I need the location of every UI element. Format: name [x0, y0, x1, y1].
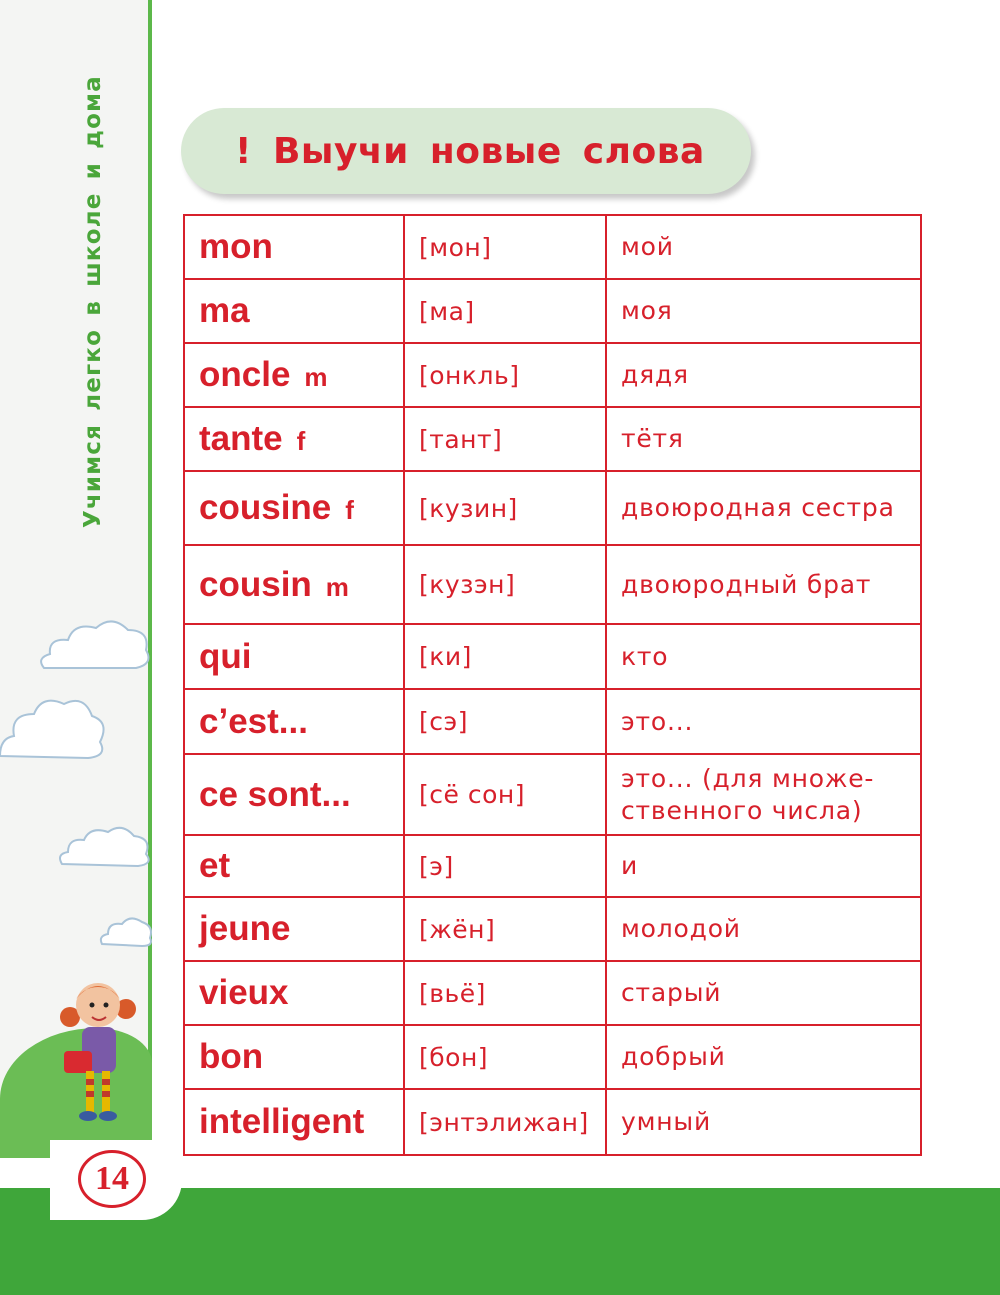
girl-illustration [56, 965, 140, 1125]
transcription-cell: [мон] [404, 215, 606, 279]
french-word-cell [184, 835, 404, 897]
translation-cell: двоюродный брат [606, 545, 921, 624]
cloud-icon [98, 912, 154, 952]
translation-cell: это... [606, 689, 921, 754]
cloud-icon [36, 610, 154, 680]
cloud-icon [56, 818, 154, 874]
table-row [184, 689, 921, 754]
french-word-cell [184, 545, 404, 624]
sidebar-title: Учимся легко в школе и дома [80, 75, 106, 528]
transcription-cell: [сэ] [404, 689, 606, 754]
french-word-cell [184, 343, 404, 407]
translation-cell: это... (для множе-ственного числа) [606, 754, 921, 835]
french-word: jeune [199, 909, 291, 948]
french-word: ma [199, 291, 250, 330]
french-word-cell [184, 1025, 404, 1089]
table-row [184, 215, 921, 279]
french-word: vieux [199, 973, 289, 1012]
french-word-cell [184, 215, 404, 279]
gender-marker: f [296, 426, 306, 456]
translation-cell: кто [606, 624, 921, 689]
translation-cell: моя [606, 279, 921, 343]
french-word-cell [184, 279, 404, 343]
transcription-cell: [жён] [404, 897, 606, 961]
french-word: c’est... [199, 701, 308, 741]
french-word-cell [184, 754, 404, 835]
translation-cell: добрый [606, 1025, 921, 1089]
table-row [184, 279, 921, 343]
table-row [184, 897, 921, 961]
heading-title: ! Выучи новые слова [235, 130, 705, 172]
table-row [184, 754, 921, 835]
table-row [184, 471, 921, 545]
gender-marker: m [304, 362, 328, 392]
heading-banner [181, 108, 751, 194]
translation-cell: дядя [606, 343, 921, 407]
translation-cell: и [606, 835, 921, 897]
french-word-cell [184, 407, 404, 471]
transcription-cell: [онкль] [404, 343, 606, 407]
gender-marker: f [345, 495, 354, 525]
transcription-cell: [энтэлижан] [404, 1089, 606, 1155]
french-word: bon [199, 1037, 264, 1076]
transcription-cell: [тант] [404, 407, 606, 471]
transcription-cell: [бон] [404, 1025, 606, 1089]
transcription-cell: [сё сон] [404, 754, 606, 835]
table-row [184, 835, 921, 897]
french-word: qui [199, 636, 252, 676]
table-row [184, 407, 921, 471]
translation-cell: мой [606, 215, 921, 279]
french-word: mon [199, 227, 273, 266]
french-word: intelligent [199, 1102, 365, 1141]
french-word: ce sont... [199, 774, 351, 814]
table-row [184, 545, 921, 624]
transcription-cell: [ма] [404, 279, 606, 343]
french-word-cell [184, 961, 404, 1025]
gender-marker: m [325, 571, 349, 602]
french-word-cell [184, 624, 404, 689]
translation-cell: умный [606, 1089, 921, 1155]
french-word-cell [184, 471, 404, 545]
table-row [184, 343, 921, 407]
table-row [184, 1089, 921, 1155]
french-word: tante [199, 419, 283, 458]
french-word: oncle [199, 355, 291, 394]
translation-cell: старый [606, 961, 921, 1025]
transcription-cell: [кузэн] [404, 545, 606, 624]
vocabulary-table [183, 214, 922, 1156]
transcription-cell: [э] [404, 835, 606, 897]
translation-cell: двоюродная сестра [606, 471, 921, 545]
table-row [184, 1025, 921, 1089]
french-word: cousine [199, 488, 332, 527]
translation-cell: молодой [606, 897, 921, 961]
french-word-cell [184, 1089, 404, 1155]
french-word: cousin [199, 564, 312, 604]
french-word: et [199, 846, 231, 885]
french-word-cell [184, 897, 404, 961]
transcription-cell: [кузин] [404, 471, 606, 545]
page-number: 14 [78, 1150, 146, 1208]
table-row [184, 961, 921, 1025]
translation-cell: тётя [606, 407, 921, 471]
transcription-cell: [вьё] [404, 961, 606, 1025]
transcription-cell: [ки] [404, 624, 606, 689]
french-word-cell [184, 689, 404, 754]
table-row [184, 624, 921, 689]
cloud-icon [0, 688, 110, 768]
sidebar [0, 0, 152, 1150]
